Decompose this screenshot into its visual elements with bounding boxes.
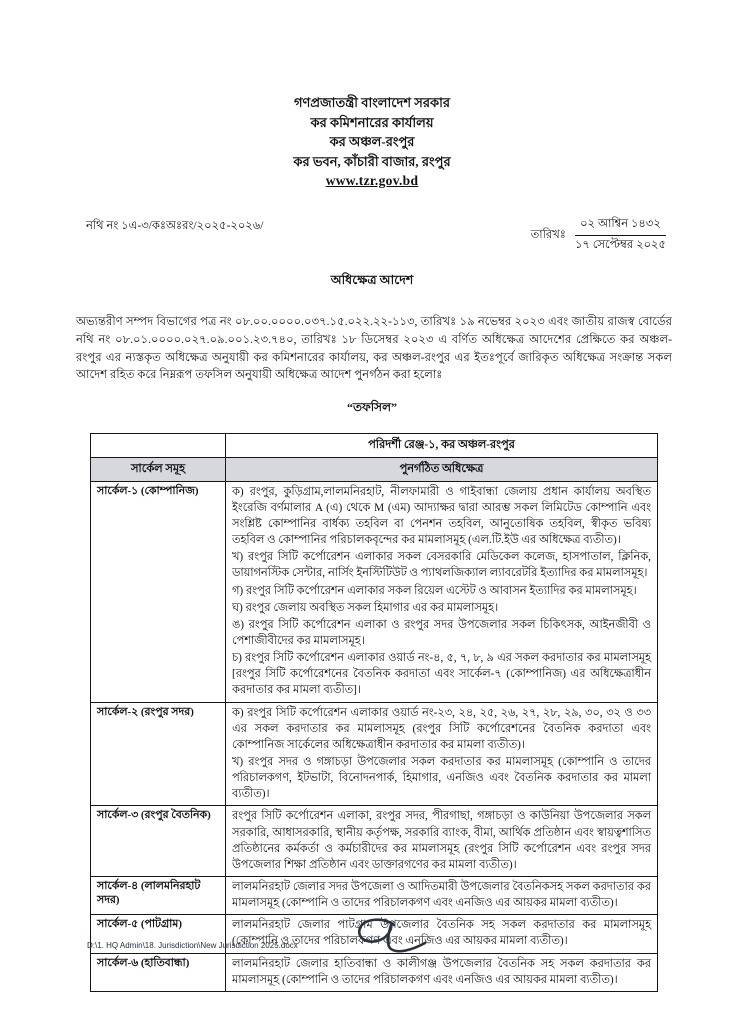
table-column-header-row — [91, 457, 658, 481]
jurisdiction-item: গ) রংপুর সিটি কর্পোরেশন এলাকার সকল রিয়েল এস্টেট ও আবাসন ইত্যাদির কর মামলাসমূহ। — [232, 584, 637, 597]
date-gregorian-calendar: ১৭ সেপ্টেম্বর ২০২৫ — [574, 238, 666, 251]
jurisdiction-item: লালমনিরহাট জেলার সদর উপজেলা ও আদিতমারী উপজেলার বৈতনিকসহ সকল করদাতার কর মামলাসমূহ (কোম্পানি ও তাদের পরিচালকগণ এবং এনজিও এর আয়কর মামলা ব্যতীত)। — [232, 880, 651, 910]
jurisdiction-item: খ) রংপুর সিটি কর্পোরেশন এলাকার সকল বেসরকারি মেডিকেল কলেজ, হাসপাতাল, ক্লিনিক, ডায়াগনস্টিক সেন্টার, নার্সিং ইনস্টিটিউট ও প্যাথলজিক্যাল ল্যাবরেটরি ইত্যাদির কর মামলাসমূহ। — [232, 551, 651, 580]
circle-4-jurisdiction — [226, 876, 658, 914]
table-row — [91, 481, 658, 702]
date-stack — [575, 217, 666, 253]
table-range-header-row — [91, 433, 658, 457]
tax-zone-name: কর অঞ্চল-রংপুর — [329, 134, 415, 149]
circle-2-jurisdiction — [226, 702, 658, 806]
circle-1-jurisdiction — [226, 481, 658, 702]
jurisdiction-item: ক) রংপুর, কুড়িগ্রাম,লালমনিরহাট, নীলফামারী ও গাইবান্ধা জেলায় প্রধান কার্যালয় অবস্থিত ইংরেজি বর্ণমালার A (এ) থেকে M (এম) আদ্যাক্ষর দ্বারা আরম্ভ সকল লিমিটেড কোম্পানি এবং সংশ্লিষ্ট কোম্পানির বার্ধক্য তহবিল বা পেনশন তহবিল, আনুতোষিক তহবিল, স্বীকৃত ভবিষ্য তহবিল ও কোম্পানির পরিচালকবৃন্দের কর মামলাসমূহ (এল.টি.ইউ এর অধিক্ষেত্র ব্যতীত)। — [232, 485, 651, 547]
column-header-circles: সার্কেল সমূহ — [91, 457, 226, 481]
date-block — [531, 217, 666, 253]
jurisdiction-item: খ) রংপুর সদর ও গঙ্গাচড়া উপজেলার সকল করদাতার কর মামলাসমূহ (কোম্পানি ও তাদের পরিচালকগণ, ইটভাটা, বিনোদনপার্ক, হিমাগার, এনজিও এবং বৈতনিক করদাতার কর মামলা ব্যতীত)। — [232, 755, 651, 801]
jurisdiction-item: লালমনিরহাট জেলার পাটগ্রাম উপজেলার বৈতনিক সহ সকল করদাতার কর মামলাসমূহ (কোম্পানি ও তাদের পরিচালকগণ এবং এনজিও এর আয়কর মামলা ব্যতীত)। — [232, 919, 651, 948]
jurisdiction-table — [90, 433, 658, 992]
range-header-cell: পরিদর্শী রেঞ্জ-১, কর অঞ্চল-রংপুর — [226, 433, 658, 457]
government-name: গণপ্রজাতন্ত্রী বাংলাদেশ সরকার — [293, 95, 451, 110]
office-address: কর ভবন, কাঁচারী বাজার, রংপুর — [293, 153, 451, 169]
website-url: www.tzr.gov.bd — [325, 173, 419, 188]
office-name: কর কমিশনারের কার্যালয় — [310, 114, 434, 130]
memo-row — [86, 217, 666, 253]
circle-4-label: সার্কেল-৪ (লালমনিরহাট সদর) — [91, 876, 226, 914]
intro-paragraph: অভ্যন্তরীণ সম্পদ বিভাগের পত্র নং ০৮.০০.০০০০.০৩৭.১৫.০২২.২২-১১৩, তারিখঃ ১৯ নভেম্বর ২০২৩ এবং জাতীয় রাজস্ব বোর্ডের নথি নং ০৮.০১.০০০০.০২৭.০৯.০০১.২৩.৭৪০, তারিখঃ ১৮ ডিসেম্বর ২০২৩ এ বর্ণিত অধিক্ষেত্র আদেশের প্রেক্ষিতে কর অঞ্চল-রংপুর এর ন্যস্তকৃত অধিক্ষেত্র অনুযায়ী কর কমিশনারের কার্যালয়, কর অঞ্চল-রংপুর এর ইতঃপূর্বে জারিকৃত অধিক্ষেত্র সংক্রান্ত সকল আদেশ রহিত করে নিম্নরূপ তফসিল অনুযায়ী অধিক্ষেত্র আদেশ পুনর্গঠন করা হলোঃ — [76, 315, 672, 382]
circle-3-label: সার্কেল-৩ (রংপুর বৈতনিক) — [91, 806, 226, 877]
jurisdiction-item: চ) রংপুর সিটি কর্পোরেশন এলাকার ওয়ার্ড নং-৪, ৫, ৭, ৮, ৯ এর সকল করদাতার কর মামলাসমূহ [রংপুর সিটি কর্পোরেশনের বৈতনিক করদাতা এবং সার্কেল-৭ (কোম্পানিজ) এর অধিক্ষেত্রাধীন করদাতার কর মামলা ব্যতীত]। — [232, 652, 651, 697]
column-header-jurisdiction: পুনর্গঠিত অধিক্ষেত্র — [226, 457, 658, 481]
table-row — [91, 806, 658, 877]
date-label: তারিখঃ — [530, 228, 566, 241]
schedule-label: “তফসিল” — [346, 399, 398, 414]
circle-2-label: সার্কেল-২ (রংপুর সদর) — [91, 702, 226, 806]
circle-1-label: সার্কেল-১ (কোম্পানিজ) — [91, 481, 226, 702]
circle-6-label: সার্কেল-৬ (হাতিবান্ধা) — [91, 953, 226, 991]
memo-ref-number: নথি নং ১এ-৩/কঃঅঃরং/২০২৫-২০২৬/ — [86, 220, 264, 233]
jurisdiction-item: ঙ) রংপুর সিটি কর্পোরেশন এলাকা ও রংপুর সদর উপজেলার সকল চিকিৎসক, আইনজীবী ও পেশাজীবীদের কর মামলাসমূহ। — [232, 618, 651, 647]
jurisdiction-item: রংপুর সিটি কর্পোরেশন এলাকা, রংপুর সদর, পীরগাছা, গঙ্গাচড়া ও কাউনিয়া উপজেলার সকল সরকারি, আধাসরকারি, স্থানীয় কর্তৃপক্ষ, সরকারি ব্যাংক, বীমা, আর্থিক প্রতিষ্ঠান এবং স্বায়ত্বশাসিত প্রতিষ্ঠানের কর্মকর্তা ও কর্মচারীদের কর মামলাসমূহ (রংপুর সিটি কর্পোরেশন এবং রংপুর সদর উপজেলার শিক্ষা প্রতিষ্ঠান এবং ডাক্তারগণের কর মামলা ব্যতীত)। — [232, 810, 651, 871]
document-file-path: D:\1. HQ Admin\18. Jurisdiction\New Jurisdiction 2025.docx — [87, 941, 298, 950]
signature-mark — [342, 915, 428, 967]
circle-5-label: সার্কেল-৫ (পাটগ্রাম) — [91, 915, 226, 953]
jurisdiction-item: ঘ) রংপুর জেলায় অবস্থিত সকল হিমাগার এর কর মামলাসমূহ। — [232, 601, 499, 614]
order-title: অধিক্ষেত্র আদেশ — [330, 273, 414, 288]
table-row — [91, 876, 658, 914]
table-row — [91, 702, 658, 806]
circle-3-jurisdiction — [226, 806, 658, 877]
jurisdiction-item: লালমনিরহাট জেলার হাতিবান্ধা ও কালীগঞ্জ উপজেলার বৈতনিক সহ সকল করদাতার কর মামলাসমূহ (কোম্পানি ও তাদের পরিচালকগণ এবং এনজিও এর আয়কর মামলা ব্যতীত)। — [232, 957, 651, 986]
letterhead — [0, 0, 744, 191]
jurisdiction-item: ক) রংপুর সিটি কর্পোরেশন এলাকার ওয়ার্ড নং-২৩, ২৪, ২৫, ২৬, ২৭, ২৮, ২৯, ৩০, ৩২ ও ৩৩ এর সকল করদাতার কর মামলাসমূহ (রংপুর সিটি কর্পোরেশনের বৈতনিক করদাতা এবং কোম্পানিজ সার্কেলের অধিক্ষেত্রাধীন করদাতার কর মামলা ব্যতীত)। — [232, 706, 651, 751]
circle-6-jurisdiction — [226, 953, 658, 991]
date-bangla-calendar: ০২ আশ্বিন ১৪৩২ — [575, 217, 666, 236]
empty-header-cell — [91, 433, 226, 457]
